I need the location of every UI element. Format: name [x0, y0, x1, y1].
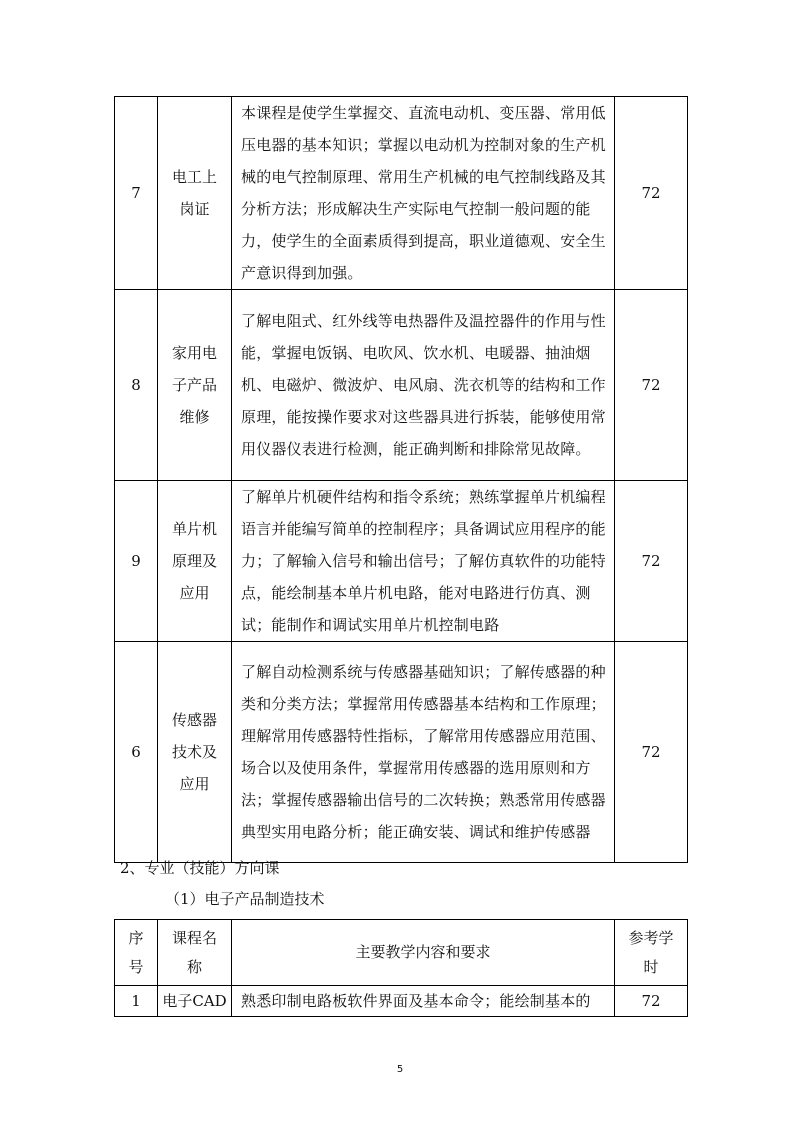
row-number: 9: [115, 481, 158, 642]
course-content: 了解自动检测系统与传感器基础知识；了解传感器的种类和分类方法；掌握常用传感器基本结构和工作原理；理解常用传感器特性指标，了解常用传感器应用范围、场合以及使用条件，掌握常用传感器的选用原则和方法；掌握传感器输出信号的二次转换；熟悉常用传感器典型实用电路分析；能正确安装、调试和维护传感器: [232, 642, 615, 863]
subsection-heading: （1）电子产品制造技术: [165, 890, 325, 908]
header-course-name: [158, 920, 232, 986]
table-row: [115, 290, 688, 481]
header-line: 时: [643, 957, 659, 976]
course-name-line: 家用电: [171, 344, 217, 362]
course-hours: 72: [615, 290, 688, 481]
course-content: 了解电阻式、红外线等电热器件及温控器件的作用与性能，掌握电饭锅、电吹风、饮水机、电暖器、抽油烟机、电磁炉、微波炉、电风扇、洗衣机等的结构和工作原理，能按操作要求对这些器具进行拆装，能够使用常用仪器仪表进行检测，能正确判断和排除常见故障。: [232, 290, 615, 481]
course-name-line: 子产品: [171, 376, 217, 394]
course-name-line: 传感器: [171, 711, 217, 729]
header-content: 主要教学内容和要求: [232, 920, 615, 986]
course-hours: 72: [615, 97, 688, 290]
table-row: [115, 97, 688, 290]
course-name-line: 单片机: [171, 520, 217, 538]
table-row: [115, 481, 688, 642]
course-name-line: 电工上: [171, 168, 217, 186]
course-name: [158, 642, 232, 863]
course-name-line: 岗证: [179, 200, 210, 218]
table-header-row: [115, 920, 688, 986]
header-line: 序: [128, 928, 144, 947]
course-content: 本课程是使学生掌握交、直流电动机、变压器、常用低压电器的基本知识；掌握以电动机为控制对象的生产机械的电气控制原理、常用生产机械的电气控制线路及其分析方法；形成解决生产实际电气控制一般问题的能力，使学生的全面素质得到提高，职业道德观、安全生产意识得到加强。: [232, 97, 615, 290]
row-number: 1: [115, 986, 158, 1017]
header-hours: [615, 920, 688, 986]
header-no: [115, 920, 158, 986]
row-number: 6: [115, 642, 158, 863]
row-number: 8: [115, 290, 158, 481]
header-line: 课程名: [171, 928, 217, 947]
course-content: 熟悉印制电路板软件界面及基本命令；能绘制基本的: [232, 986, 615, 1017]
course-name-line: 维修: [179, 408, 210, 426]
course-name-line: 技术及: [171, 743, 217, 761]
page-number: 5: [396, 1064, 404, 1075]
course-name: [158, 481, 232, 642]
header-line: 号: [128, 957, 144, 976]
header-line: 称: [186, 957, 202, 976]
course-content: 了解单片机硬件结构和指令系统；熟练掌握单片机编程语言并能编写简单的控制程序；具备调试应用程序的能力；了解输入信号和输出信号；了解仿真软件的功能特点，能绘制基本单片机电路，能对电路进行仿真、测试；能制作和调试实用单片机控制电路: [232, 481, 615, 642]
course-hours: 72: [615, 986, 688, 1017]
course-table-continued: [114, 96, 688, 863]
section-heading: 2、专业（技能）方向课: [120, 859, 280, 877]
course-hours: 72: [615, 481, 688, 642]
course-name-line: 应用: [179, 775, 210, 793]
course-name-line: 应用: [179, 584, 210, 602]
course-hours: 72: [615, 642, 688, 863]
table-row: [115, 986, 688, 1017]
course-name: [158, 290, 232, 481]
course-name-line: 原理及: [171, 552, 217, 570]
table-row: [115, 642, 688, 863]
header-line: 参考学: [628, 928, 674, 947]
row-number: 7: [115, 97, 158, 290]
course-name: 电子CAD: [158, 986, 232, 1017]
electronics-course-table: [114, 919, 688, 1017]
course-name: [158, 97, 232, 290]
